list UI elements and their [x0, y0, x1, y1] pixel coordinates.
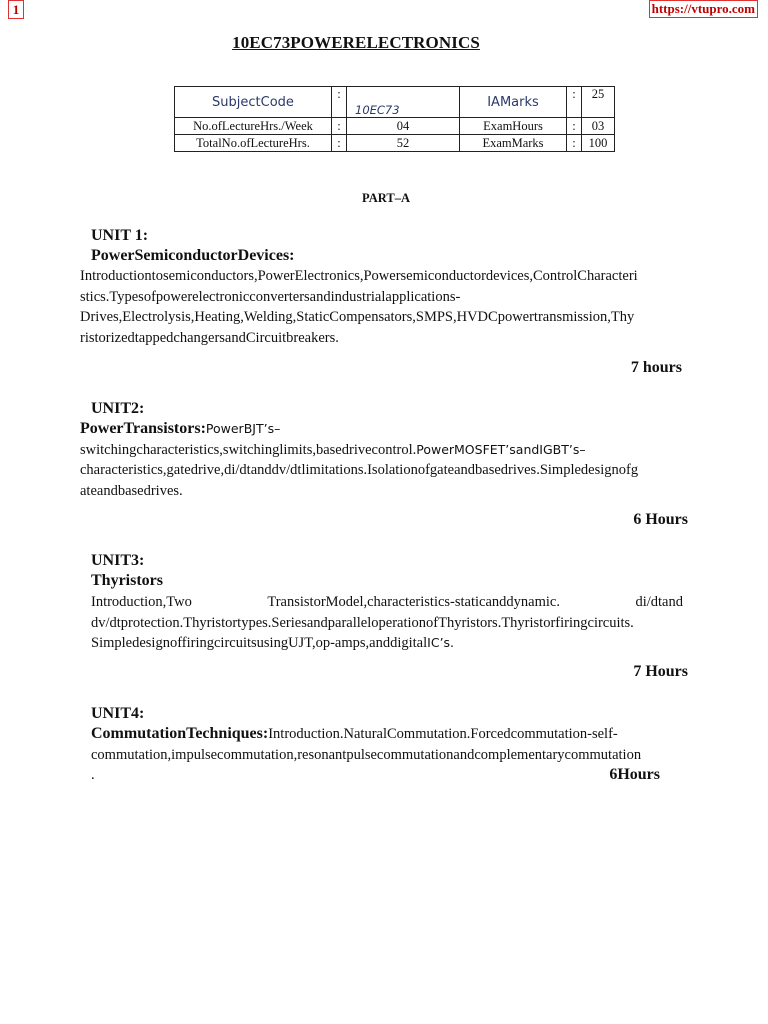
colon: : — [567, 87, 582, 118]
colon: : — [332, 118, 347, 135]
colon: : — [567, 118, 582, 135]
syllabus-line: characteristics,gatedrive,di/dtanddv/dtlimitations.Isolationofgateandbasedrives.Simpledesignofg — [80, 462, 639, 478]
syllabus-text: SimpledesignoffiringcircuitsusingUJT,op-amps,anddigital — [91, 635, 428, 651]
unit-2-heading: UNIT2: — [91, 400, 145, 417]
ia-marks-label: IAMarks — [460, 87, 567, 118]
unit-2-syllabus — [80, 419, 688, 501]
syllabus-line: commutation,impulsecommutation,resonantpulsecommutationandcomplementarycommutation — [91, 746, 642, 763]
syllabus-line: ateandbasedrives. — [80, 482, 183, 499]
unit-4-heading: UNIT4: — [91, 705, 145, 722]
exam-hours-value: 03 — [582, 118, 615, 135]
colon: : — [567, 135, 582, 152]
unit-2-hours: 6 Hours — [633, 511, 688, 528]
syllabus-text: PowerMOSFET’sandIGBT’s– — [416, 441, 586, 457]
unit-4-topic: CommutationTechniques: — [91, 725, 269, 742]
syllabus-line — [91, 592, 683, 613]
syllabus-line — [80, 419, 688, 440]
syllabus-text: TransistorModel,characteristics-staticanddynamic. — [267, 594, 560, 610]
subject-info-table — [174, 86, 615, 152]
unit-4-hours: 6Hours — [609, 766, 660, 783]
syllabus-text: Introduction.NaturalCommutation.Forcedcommutation-self- — [268, 726, 618, 742]
syllabus-line — [91, 724, 691, 745]
unit-2-topic: PowerTransistors: — [80, 420, 206, 437]
table-row — [175, 87, 615, 118]
syllabus-text: IC’s. — [427, 635, 455, 650]
ia-marks-value: 25 — [582, 87, 615, 118]
document-title: 10EC73POWERELECTRONICS — [232, 33, 480, 52]
unit-3-hours: 7 Hours — [633, 663, 688, 680]
unit-1-hours: 7 hours — [630, 359, 682, 376]
unit-1-subheading: PowerSemiconductorDevices: — [91, 247, 295, 264]
colon: : — [332, 135, 347, 152]
subject-code-label: SubjectCode — [175, 87, 332, 118]
unit-3-syllabus — [91, 592, 683, 654]
exam-marks-label: ExamMarks — [460, 135, 567, 152]
subject-code-value: 10EC73 — [347, 87, 460, 118]
syllabus-line: Introductiontosemiconductors,PowerElectronics,Powersemiconductordevices,ControlCharacteri — [80, 268, 638, 284]
syllabus-text: Introduction,Two — [91, 594, 192, 610]
syllabus-line: stics.Typesofpowerelectronicconvertersandindustrialapplications- — [80, 288, 461, 305]
exam-hours-label: ExamHours — [460, 118, 567, 135]
syllabus-text: PowerBJT’s– — [205, 421, 281, 436]
syllabus-text: switchingcharacteristics,switchinglimits,basedrivecontrol. — [80, 441, 417, 458]
unit-4-syllabus — [91, 724, 691, 786]
syllabus-line: Drives,Electrolysis,Heating,Welding,StaticCompensators,SMPS,HVDCpowertransmission,Thy — [80, 309, 635, 325]
syllabus-text: di/dtand — [635, 594, 683, 610]
unit-1-heading: UNIT 1: — [91, 227, 149, 244]
page-number: 1 — [8, 0, 24, 19]
unit-3-heading: UNIT3: — [91, 552, 145, 569]
colon: : — [332, 87, 347, 118]
syllabus-line — [91, 633, 683, 654]
lecture-hrs-week-value: 04 — [347, 118, 460, 135]
unit-1-syllabus — [80, 266, 688, 348]
syllabus-line: . — [91, 767, 95, 783]
exam-marks-value: 100 — [582, 135, 615, 152]
lecture-hrs-week-label: No.ofLectureHrs./Week — [175, 118, 332, 135]
syllabus-line: ristorizedtappedchangersandCircuitbreakers. — [80, 329, 339, 346]
table-row — [175, 135, 615, 152]
unit-3-subheading: Thyristors — [91, 572, 163, 589]
total-lecture-hrs-value: 52 — [347, 135, 460, 152]
total-lecture-hrs-label: TotalNo.ofLectureHrs. — [175, 135, 332, 152]
table-row — [175, 118, 615, 135]
part-heading: PART–A — [362, 191, 410, 205]
syllabus-line — [80, 440, 688, 461]
site-link[interactable]: https://vtupro.com — [649, 0, 758, 18]
syllabus-line: dv/dtprotection.Thyristortypes.SeriesandparalleloperationofThyristors.Thyristorfiringcircuits. — [91, 614, 634, 631]
